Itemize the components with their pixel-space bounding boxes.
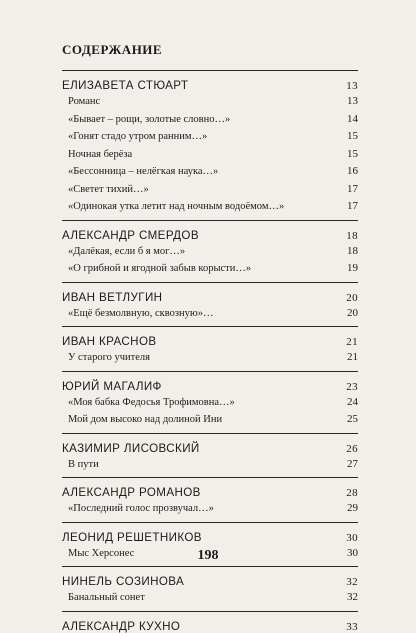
author-name: КАЗИМИР ЛИСОВСКИЙ — [62, 441, 200, 455]
toc-entry — [62, 458, 358, 476]
poem-page-number: 21 — [347, 351, 358, 363]
author-name: НИНЕЛЬ СОЗИНОВА — [62, 575, 185, 588]
poem-title: В пути — [68, 458, 99, 470]
author-name: ЮРИЙ МАГАЛИФ — [62, 379, 162, 393]
author-page-number: 30 — [346, 531, 358, 544]
toc-entry — [62, 591, 358, 609]
poem-title: «Моя бабка Федосья Трофимовна…» — [68, 396, 235, 408]
poem-page-number: 30 — [347, 546, 358, 559]
author-page-number: 28 — [346, 487, 358, 499]
poem-page-number: 19 — [347, 262, 358, 274]
poem-title: «Бывает – рощи, золотые словно…» — [68, 113, 231, 125]
poem-page-number: 15 — [347, 130, 358, 142]
author-page-number: 32 — [346, 576, 358, 588]
toc-author-row — [62, 477, 358, 499]
poem-page-number: 25 — [347, 413, 358, 425]
toc-entry — [62, 307, 358, 325]
toc-entry — [62, 148, 358, 166]
poem-title: «О грибной и ягодной забыв корысти…» — [68, 263, 252, 274]
toc-author-row — [62, 70, 358, 92]
author-name: ИВАН ВЕТЛУГИН — [62, 290, 163, 304]
page-number: 198 — [197, 548, 219, 563]
toc-entry — [62, 113, 358, 131]
poem-title: «Гонят стадо утром ранним…» — [68, 131, 208, 142]
author-page-number: 26 — [346, 442, 358, 455]
page-title: СОДЕРЖАНИЕ — [62, 42, 163, 57]
toc-entry — [62, 95, 358, 113]
toc-author-row — [62, 433, 358, 455]
author-page-number: 33 — [346, 620, 358, 633]
author-page-number: 13 — [346, 80, 358, 92]
poem-title: «Ещё безмолвную, сквозную»… — [68, 307, 214, 319]
author-name: АЛЕКСАНДР РОМАНОВ — [62, 486, 201, 499]
toc-entry — [62, 183, 358, 201]
toc-entry — [62, 130, 358, 148]
poem-page-number: 16 — [347, 165, 358, 177]
toc-entry — [62, 200, 358, 218]
toc-entry — [62, 351, 358, 369]
toc-entry — [62, 262, 358, 280]
poem-title: Мыс Херсонес — [68, 547, 135, 559]
poem-page-number: 29 — [347, 502, 358, 514]
author-page-number: 18 — [346, 229, 358, 242]
poem-title: «Последний голос прозвучал…» — [68, 503, 214, 514]
poem-title: Банальный сонет — [68, 592, 145, 603]
author-page-number: 23 — [346, 380, 358, 393]
poem-page-number: 14 — [347, 112, 358, 125]
toc-author-row — [62, 326, 358, 348]
poem-page-number: 13 — [347, 95, 358, 107]
author-name: АЛЕКСАНДР СМЕРДОВ — [62, 228, 199, 242]
poem-page-number: 17 — [347, 200, 358, 212]
poem-page-number: 20 — [347, 306, 358, 319]
poem-page-number: 32 — [347, 591, 358, 603]
author-page-number: 20 — [346, 291, 358, 304]
poem-page-number: 24 — [347, 395, 358, 408]
poem-page-number: 17 — [347, 182, 358, 195]
toc-author-row — [62, 522, 358, 544]
toc-author-row — [62, 371, 358, 393]
poem-title: «Одинокая утка летит над ночным водоёмом…» — [68, 201, 285, 212]
toc-entry — [62, 396, 358, 414]
author-name: ЕЛИЗАВЕТА СТЮАРТ — [62, 79, 189, 92]
poem-title: Романс — [68, 96, 101, 107]
poem-page-number: 27 — [347, 457, 358, 470]
toc-author-row — [62, 282, 358, 304]
toc-author-row — [62, 611, 358, 633]
toc-author-row — [62, 220, 358, 242]
poem-page-number: 15 — [347, 147, 358, 160]
poem-title: «Далёкая, если б я мог…» — [68, 245, 186, 257]
author-page-number: 21 — [346, 336, 358, 348]
poem-page-number: 18 — [347, 244, 358, 257]
poem-title: У старого учителя — [68, 352, 150, 363]
poem-title: Мой дом высоко над долиной Ини — [68, 414, 223, 425]
author-name: АЛЕКСАНДР КУХНО — [62, 619, 181, 633]
toc-entry — [62, 502, 358, 520]
toc-entry — [62, 413, 358, 431]
toc-entry — [62, 165, 358, 183]
poem-title: Ночная берёза — [68, 148, 133, 160]
poem-title: «Бессонница – нелёгкая наука…» — [68, 166, 219, 177]
toc-author-row — [62, 566, 358, 588]
poem-title: «Светет тихий…» — [68, 183, 149, 195]
author-name: ИВАН КРАСНОВ — [62, 335, 157, 348]
author-name: ЛЕОНИД РЕШЕТНИКОВ — [62, 530, 202, 544]
toc-entry — [62, 245, 358, 263]
